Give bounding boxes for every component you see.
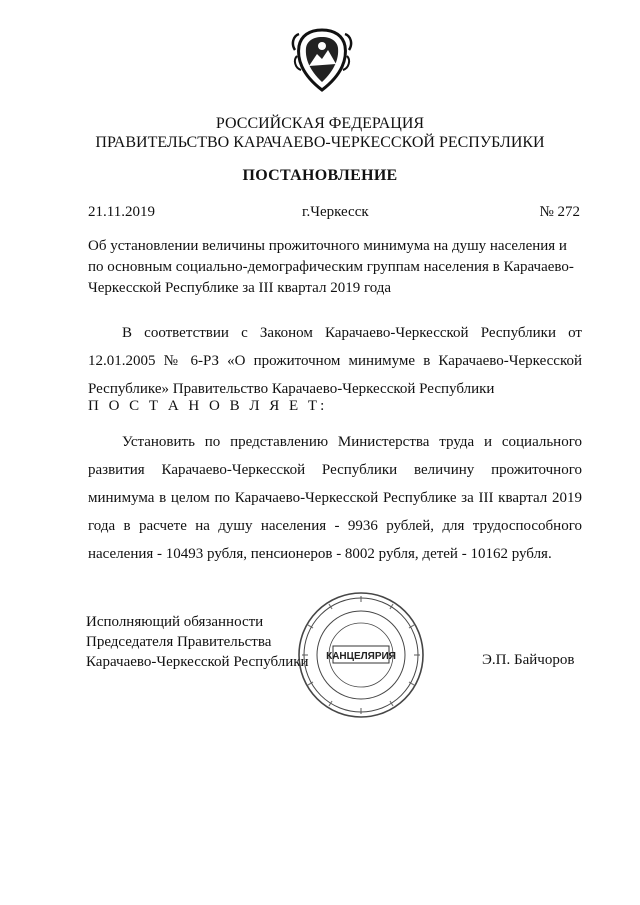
government-heading: ПРАВИТЕЛЬСТВО КАРАЧАЕВО-ЧЕРКЕССКОЙ РЕСПУБЛИКИ bbox=[95, 134, 545, 151]
document-city: г.Черкесск bbox=[302, 204, 369, 220]
document-subject: Об установлении величины прожиточного минимума на душу населения и по основным социально-демографическим группам населения в Карачаево-Черкесской Республике за III квартал 2019 года bbox=[88, 238, 574, 296]
country-heading: РОССИЙСКАЯ ФЕДЕРАЦИЯ bbox=[215, 115, 425, 132]
signatory-line-1: Исполняющий обязанности bbox=[86, 614, 264, 630]
stamp-center-text: КАНЦЕЛЯРИЯ bbox=[326, 651, 396, 662]
official-stamp bbox=[296, 590, 426, 720]
signatory-title bbox=[86, 612, 309, 672]
signatory-line-3: Карачаево-Черкесской Республики bbox=[86, 654, 309, 670]
coat-of-arms-emblem bbox=[291, 28, 353, 94]
signatory-line-2: Председателя Правительства bbox=[86, 634, 272, 650]
document-number: № 272 bbox=[539, 204, 580, 220]
signatory-name: Э.П. Байчоров bbox=[482, 652, 575, 668]
document-title: ПОСТАНОВЛЕНИЕ bbox=[242, 167, 398, 184]
decision-paragraph: Установить по представлению Министерства труда и социального развития Карачаево-Черкесской Республики величину прожиточного минимума в целом по Карачаево-Черкесской Республике за III квартал 2019 года в расчете на душу населения - 9936 рублей, для трудоспособного населения - 10493 рубля, пенсионеров - 8002 рубля, детей - 10162 рубля. bbox=[88, 434, 582, 562]
document-date: 21.11.2019 bbox=[88, 204, 155, 220]
resolve-heading: П О С Т А Н О В Л Я Е Т: bbox=[88, 398, 328, 414]
preamble-paragraph: В соответствии с Законом Карачаево-Черкесской Республики от 12.01.2005 № 6-РЗ «О прожиточном минимуме в Карачаево-Черкесской Республике» Правительство Карачаево-Черкесской Республики bbox=[88, 325, 582, 397]
